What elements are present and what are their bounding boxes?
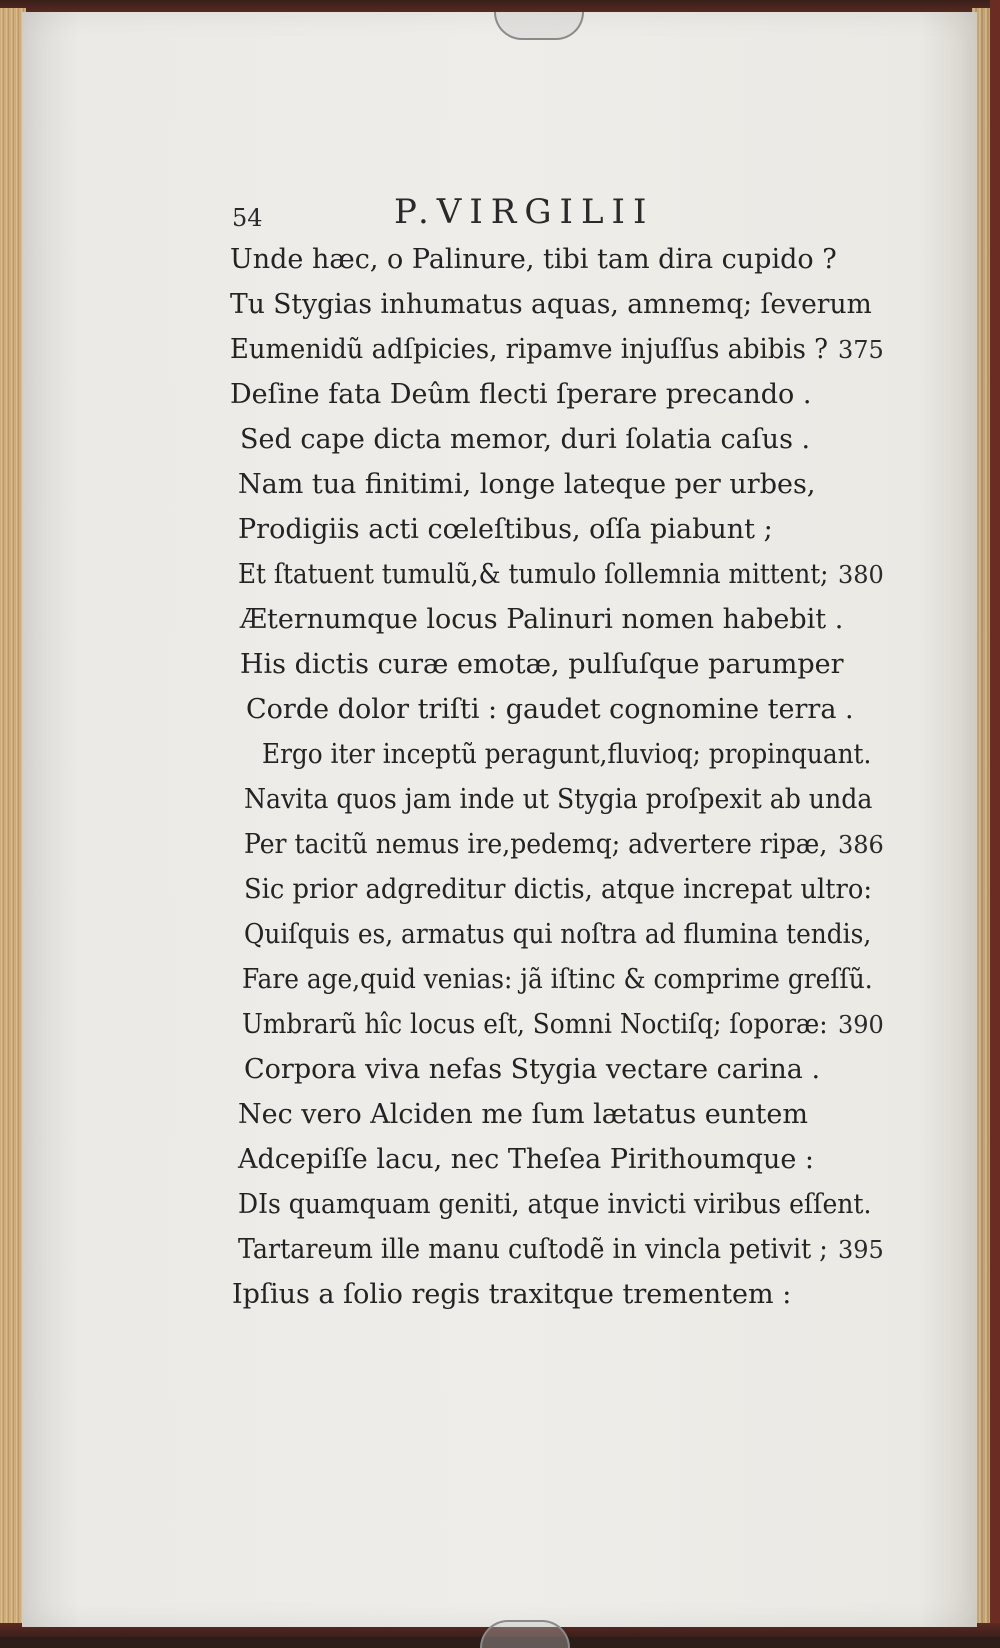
page-clip-top bbox=[494, 12, 584, 40]
verse-line bbox=[0, 1140, 1000, 1184]
verse-text: Ergo iter inceptũ peragunt,fluvioq; propinquant. bbox=[262, 739, 872, 770]
verse-text: Umbrarũ hîc locus eſt, Somni Noctiſq; ſoporæ: bbox=[242, 1009, 828, 1040]
verse-line bbox=[0, 1185, 1000, 1229]
verse-text: Navita quos jam inde ut Stygia proſpexit ab unda bbox=[244, 784, 873, 815]
verse-line bbox=[0, 1050, 1000, 1094]
verse-line bbox=[0, 375, 1000, 419]
verse-text: Per tacitũ nemus ire,pedemq; advertere ripæ, bbox=[244, 829, 828, 860]
verse-text: Fare age,quid venias: jã iſtinc & comprime greſſũ. bbox=[242, 964, 873, 995]
verse-line bbox=[0, 1230, 1000, 1274]
verse-text: Tu Stygias inhumatus aquas, amnemq; ſeverum bbox=[230, 289, 872, 320]
verse-line bbox=[0, 420, 1000, 464]
verse-text: Corpora viva nefas Stygia vectare carina . bbox=[244, 1054, 821, 1085]
page-number: 54 bbox=[232, 204, 263, 232]
verse-line bbox=[0, 240, 1000, 284]
line-number: 395 bbox=[838, 1236, 884, 1264]
verse-text: Sic prior adgreditur dictis, atque increpat ultro: bbox=[244, 874, 873, 905]
verse-line bbox=[0, 780, 1000, 824]
verse-text: Adcepiſſe lacu, nec Theſea Pirithoumque : bbox=[238, 1144, 815, 1175]
line-number: 386 bbox=[838, 831, 884, 859]
page-clip-bottom bbox=[480, 1620, 570, 1648]
verse-line bbox=[0, 555, 1000, 599]
line-number: 380 bbox=[838, 561, 884, 589]
verse-text: DIs quamquam geniti, atque invicti viribus eſſent. bbox=[238, 1189, 872, 1220]
verse-line bbox=[0, 330, 1000, 374]
verse-line bbox=[0, 1095, 1000, 1139]
verse-text: Deſine fata Deûm flecti ſperare precando . bbox=[230, 379, 812, 410]
verse-text: Nam tua finitimi, longe lateque per urbes, bbox=[238, 469, 816, 500]
verse-text: Prodigiis acti cœleſtibus, oſſa piabunt ; bbox=[238, 514, 773, 545]
verse-line bbox=[0, 1005, 1000, 1049]
verse-text: Æternumque locus Palinuri nomen habebit . bbox=[240, 604, 844, 635]
line-number: 375 bbox=[838, 336, 884, 364]
verse-line bbox=[0, 735, 1000, 779]
verse-line bbox=[0, 915, 1000, 959]
verse-line bbox=[0, 870, 1000, 914]
verse-text: Et ſtatuent tumulũ,& tumulo ſollemnia mittent; bbox=[238, 559, 829, 590]
verse-line bbox=[0, 1275, 1000, 1319]
verse-text: Tartareum ille manu cuſtodẽ in vincla petivit ; bbox=[238, 1234, 828, 1265]
verse-text: Quiſquis es, armatus qui noſtra ad flumina tendis, bbox=[244, 919, 872, 950]
verse-line bbox=[0, 825, 1000, 869]
verse-line bbox=[0, 960, 1000, 1004]
verse-text: Eumenidũ adſpicies, ripamve injuſſus abibis ? bbox=[230, 334, 828, 365]
running-title: P.VIRGILII bbox=[394, 192, 655, 232]
verse-line bbox=[0, 510, 1000, 554]
verse-text: Ipſius a ſolio regis traxitque trementem : bbox=[232, 1279, 792, 1310]
verse-line bbox=[0, 645, 1000, 689]
verse-text: Sed cape dicta memor, duri ſolatia caſus . bbox=[240, 424, 811, 455]
verse-line bbox=[0, 600, 1000, 644]
verse-text: Corde dolor triſti : gaudet cognomine terra . bbox=[246, 694, 854, 725]
verse-line bbox=[0, 465, 1000, 509]
verse-text: Unde hæc, o Palinure, tibi tam dira cupido ? bbox=[230, 244, 837, 275]
verse-line bbox=[0, 285, 1000, 329]
verse-text: Nec vero Alciden me ſum lætatus euntem bbox=[238, 1099, 808, 1130]
page-header bbox=[232, 192, 792, 242]
line-number: 390 bbox=[838, 1011, 884, 1039]
verse-line bbox=[0, 690, 1000, 734]
verse-text: His dictis curæ emotæ, pulſuſque parumper bbox=[240, 649, 844, 680]
